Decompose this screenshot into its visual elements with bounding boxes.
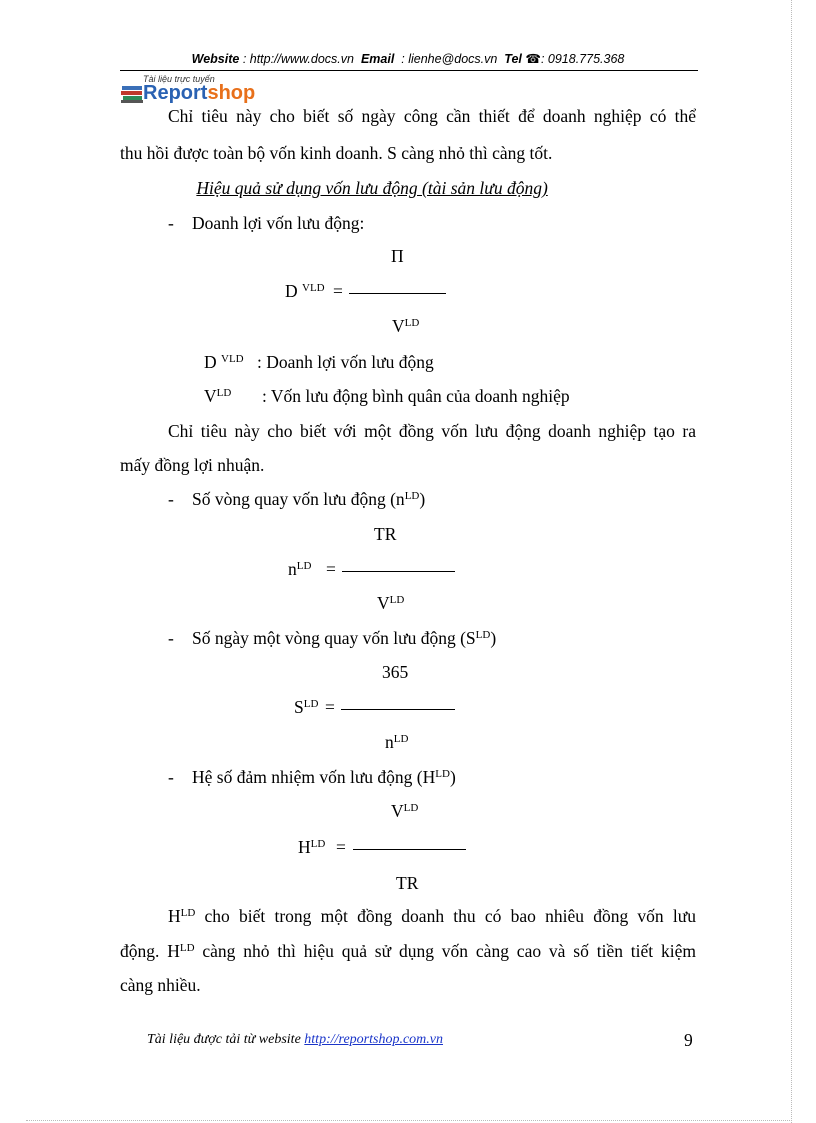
list-item-1 — [168, 213, 364, 234]
formula-3-lhs: $S^{LD}$ — [294, 697, 319, 717]
tel-label: Tel — [504, 52, 522, 66]
formula-1-denominator: $V^{LD}$ — [392, 316, 420, 336]
formula-2-fraction-bar — [342, 571, 455, 572]
formula-4-lhs: $H^{LD}$ — [298, 837, 326, 857]
phone-icon: ☎ — [525, 52, 541, 66]
section-heading-row — [168, 178, 548, 199]
list-item-3-text: Số ngày một vòng quay vốn lưu động (S — [192, 628, 476, 648]
footer-text: Tài liệu được tải từ website — [147, 1032, 305, 1047]
paragraph-2-line-2: mấy đồng lợi nhuận. — [120, 455, 265, 475]
page-border-bottom — [26, 1120, 790, 1121]
formula-1-numerator: Π — [391, 246, 404, 266]
formula-1-lhs: D $^{VLD}$ — [285, 281, 325, 301]
formula-4-denominator: TR — [396, 873, 419, 893]
paragraph-3-line-2: động. $H^{LD}$ càng nhỏ thì hiệu quả sử dụng vốn càng cao và số tiền tiết kiệm — [120, 941, 697, 961]
formula-2-numerator: TR — [374, 524, 397, 544]
dash: - — [168, 628, 174, 648]
paragraph-3-line-1: $H^{LD}$ cho biết trong một đồng doanh thu có bao nhiêu đồng vốn lưu — [168, 906, 696, 926]
dash: - — [168, 213, 174, 233]
website-label: Website — [191, 52, 240, 66]
list-item-4-text: Hệ số đảm nhiệm vốn lưu động (H — [192, 767, 436, 787]
definition-2-text: : Vốn lưu động bình quân của doanh nghiệp — [262, 386, 570, 406]
formula-1-fraction-bar — [349, 293, 446, 294]
paragraph-1-line-1: Chỉ tiêu này cho biết số ngày công cần thiết để doanh nghiệp có thể — [168, 106, 696, 126]
formula-2-denominator: $V^{LD}$ — [377, 593, 405, 613]
header-divider — [120, 70, 698, 71]
formula-4-numerator: $V^{LD}$ — [391, 801, 419, 821]
paragraph-1-line-2: thu hồi được toàn bộ vốn kinh doanh. S càng nhỏ thì càng tốt. — [120, 143, 553, 163]
formula-3-numerator: 365 — [382, 662, 409, 682]
formula-4-fraction-bar — [353, 849, 466, 850]
formula-3-equals: = — [325, 697, 335, 717]
formula-2-lhs: $n^{LD}$ — [288, 559, 312, 579]
reportshop-logo — [121, 74, 281, 106]
list-item-2: - Số vòng quay vốn lưu động $(n^{LD})$ — [168, 489, 426, 509]
dash: - — [168, 767, 174, 787]
logo-tagline: Tài liệu trực tuyến — [143, 74, 215, 84]
formula-1-equals: = — [333, 281, 343, 301]
email-value[interactable]: : lienhe@docs.vn — [401, 52, 498, 66]
formula-2-equals: = — [326, 559, 336, 579]
list-item-2-text: Số vòng quay vốn lưu động (n — [192, 489, 405, 509]
logo-wordmark: Reportshop — [143, 82, 256, 104]
email-label: Email — [360, 52, 395, 66]
dash: - — [168, 489, 174, 509]
website-value[interactable]: : http://www.docs.vn — [242, 52, 354, 66]
books-icon — [121, 84, 143, 104]
definition-1-symbol: D $^{VLD}$ — [204, 352, 244, 372]
formula-3-fraction-bar — [341, 709, 455, 710]
formula-4-equals: = — [336, 837, 346, 857]
list-item-1-text: Doanh lợi vốn lưu động: — [192, 213, 365, 233]
section-heading: Hiệu quả sử dụng vốn lưu động (tài sản lưu động) — [196, 178, 548, 198]
page-header — [0, 51, 816, 66]
page-number: 9 — [684, 1030, 693, 1050]
footer-link[interactable]: http://reportshop.com.vn — [304, 1032, 443, 1047]
list-item-3: - Số ngày một vòng quay vốn lưu động $(S^{LD})$ — [168, 628, 497, 648]
paragraph-2-line-1: Chỉ tiêu này cho biết với một đồng vốn lưu động doanh nghiệp tạo ra — [168, 421, 696, 441]
tel-value: : 0918.775.368 — [540, 52, 625, 66]
formula-3-denominator: $n^{LD}$ — [385, 732, 409, 752]
page-footer — [147, 1032, 443, 1048]
definition-2-symbol: $V^{LD}$ — [204, 386, 232, 406]
definition-1-text: : Doanh lợi vốn lưu động — [257, 352, 434, 372]
list-item-4: - Hệ số đảm nhiệm vốn lưu động $(H^{LD})$ — [168, 767, 456, 787]
paragraph-3-line-3: càng nhiều. — [120, 975, 201, 995]
page-border-right — [791, 0, 792, 1123]
